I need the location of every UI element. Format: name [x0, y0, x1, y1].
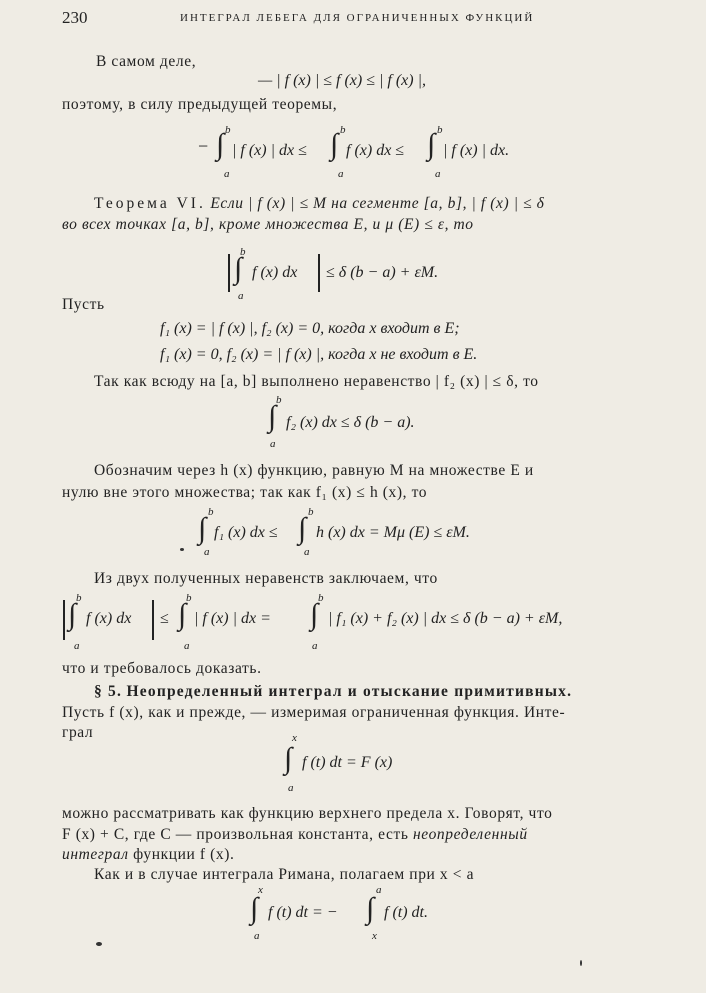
integral-sign: ∫	[216, 128, 225, 161]
upper-limit: b	[186, 592, 192, 604]
upper-limit: b	[240, 246, 246, 258]
lower-limit: a	[184, 640, 190, 652]
integral-sign: ∫	[330, 128, 339, 161]
upper-limit: a	[376, 884, 382, 896]
integral-sign: ∫	[68, 598, 77, 631]
paragraph: Пусть	[62, 296, 105, 313]
integrand: | f (x) | dx =	[194, 610, 271, 627]
abs-bar-right	[318, 254, 320, 292]
equation: — | f (x) | ≤ f (x) ≤ | f (x) |,	[258, 72, 426, 89]
integrand: f (t) dt.	[384, 904, 428, 921]
paragraph: поэтому, в силу предыдущей теоремы,	[62, 96, 338, 113]
paragraph: Пусть f (x), как и прежде, — измеримая ограниченная функция. Инте-	[62, 704, 566, 721]
integrand: | f (x) | dx.	[443, 142, 510, 159]
paragraph-line	[62, 826, 528, 844]
running-title: ИНТЕГРАЛ ЛЕБЕГА ДЛЯ ОГРАНИЧЕННЫХ ФУНКЦИЙ	[180, 12, 535, 24]
abs-bar-left	[63, 600, 65, 640]
paragraph-line	[62, 846, 235, 864]
integral-sign: ∫	[198, 512, 207, 545]
paragraph: Как и в случае интеграла Римана, полагаем при x < a	[94, 866, 475, 883]
upper-limit: x	[292, 732, 297, 744]
integrand: f (x) dx	[252, 264, 298, 281]
text: F (x) + C, где C — произвольная константа, есть	[62, 826, 409, 843]
theorem-label: Теорема VI.	[94, 195, 206, 212]
integrand: | f₁ (x) + f₂ (x) | dx ≤ δ (b − a) + εM,	[328, 610, 563, 627]
integral-sign: ∫	[268, 400, 277, 433]
integral-sign: ∫	[427, 128, 436, 161]
lower-limit: a	[270, 438, 276, 450]
paragraph: что и требовалось доказать.	[62, 660, 262, 677]
term-emphasis: интеграл	[62, 846, 129, 863]
lower-limit: a	[304, 546, 310, 558]
integrand: f (t) dt = F (x)	[302, 754, 393, 771]
section-number: § 5.	[94, 683, 123, 700]
upper-limit: b	[308, 506, 314, 518]
lower-limit: a	[338, 168, 344, 180]
integrand: f (x) dx	[86, 610, 132, 627]
ink-speck	[180, 548, 184, 551]
integral-sign: ∫	[366, 892, 375, 925]
upper-limit: b	[340, 124, 346, 136]
integrand: f (x) dx ≤	[346, 142, 405, 159]
paragraph: В самом деле,	[96, 53, 197, 70]
lower-limit: a	[435, 168, 441, 180]
lower-limit: a	[254, 930, 260, 942]
integral-sign: ∫	[178, 598, 187, 631]
integrand: f₂ (x) dx ≤ δ (b − a).	[286, 414, 415, 431]
upper-limit: b	[225, 124, 231, 136]
integral-sign: ∫	[310, 598, 319, 631]
theorem-line: во всех точках [a, b], кроме множества E, и μ (E) ≤ ε, то	[62, 216, 474, 233]
integrand: f₁ (x) dx ≤	[214, 524, 278, 541]
integral-sign: ∫	[298, 512, 307, 545]
minus-sign: −	[198, 136, 209, 156]
upper-limit: x	[258, 884, 263, 896]
upper-limit: b	[208, 506, 214, 518]
integral-sign: ∫	[234, 252, 243, 285]
right-hand-side: ≤ δ (b − a) + εM.	[326, 264, 439, 281]
paragraph: грал	[62, 724, 94, 741]
lower-limit: x	[372, 930, 377, 942]
paragraph: Из двух полученных неравенств заключаем, что	[94, 570, 438, 587]
abs-bar-left	[228, 254, 230, 292]
term-emphasis: неопределенный	[413, 826, 528, 843]
lower-limit: a	[74, 640, 80, 652]
upper-limit: b	[76, 592, 82, 604]
lower-limit: a	[204, 546, 210, 558]
equation: f₁ (x) = 0, f₂ (x) = | f (x) |, когда x не входит в E.	[160, 346, 478, 363]
integrand: h (x) dx = Mμ (E) ≤ εM.	[316, 524, 470, 541]
section-heading	[94, 683, 572, 701]
lower-limit: a	[312, 640, 318, 652]
ink-speck	[580, 960, 582, 966]
lower-limit: a	[224, 168, 230, 180]
paragraph: можно рассматривать как функцию верхнего предела x. Говорят, что	[62, 805, 553, 822]
text: функции f (x).	[133, 846, 235, 863]
equation: f₁ (x) = | f (x) |, f₂ (x) = 0, когда x входит в E;	[160, 320, 460, 337]
integral-sign: ∫	[284, 742, 293, 775]
paragraph: нулю вне этого множества; так как f₁ (x) ≤ h (x), то	[62, 484, 428, 501]
upper-limit: b	[318, 592, 324, 604]
relation: ≤	[160, 610, 169, 627]
paragraph: Обозначим через h (x) функцию, равную M на множестве E и	[94, 462, 534, 479]
lower-limit: a	[288, 782, 294, 794]
ink-speck	[96, 942, 102, 946]
abs-bar-right	[152, 600, 154, 640]
upper-limit: b	[437, 124, 443, 136]
lower-limit: a	[238, 290, 244, 302]
integrand: f (t) dt = −	[268, 904, 338, 921]
integral-sign: ∫	[250, 892, 259, 925]
upper-limit: b	[276, 394, 282, 406]
theorem-text: Если | f (x) | ≤ M на сегменте [a, b], | f (x) | ≤ δ	[210, 195, 545, 212]
page-number: 230	[62, 8, 88, 27]
integrand: | f (x) | dx ≤	[232, 142, 307, 159]
section-title: Неопределенный интеграл и отыскание примитивных.	[126, 683, 573, 700]
theorem-line	[94, 195, 544, 213]
paragraph: Так как всюду на [a, b] выполнено неравенство | f₂ (x) | ≤ δ, то	[94, 373, 539, 390]
